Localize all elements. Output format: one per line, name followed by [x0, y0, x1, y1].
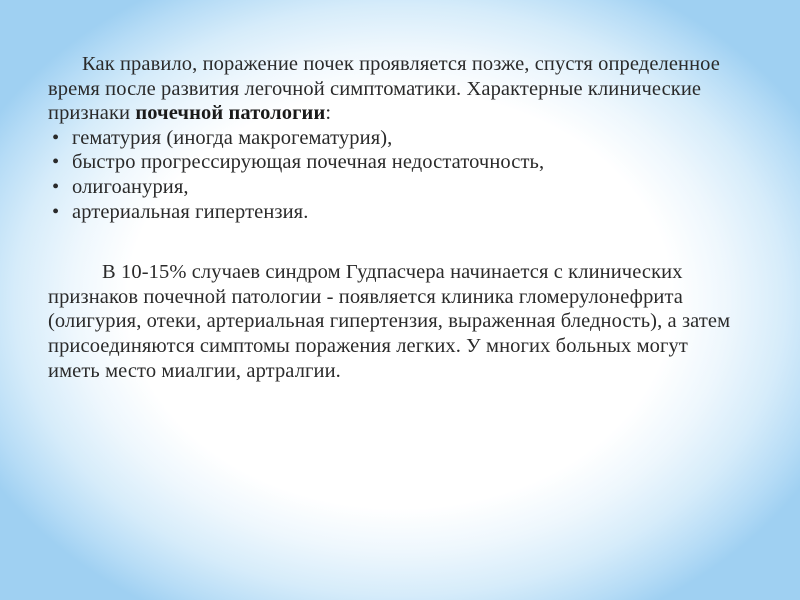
list-item-text: артериальная гипертензия. [72, 200, 309, 223]
renal-signs-list [48, 126, 738, 224]
list-item [48, 175, 738, 200]
list-item-text: быстро прогрессирующая почечная недостаточность, [72, 151, 545, 174]
bullet-icon: • [52, 200, 60, 223]
list-item [48, 200, 738, 225]
bullet-icon: • [52, 151, 60, 174]
list-item-text: гематурия (иногда макрогематурия), [72, 126, 393, 149]
renal-pathology-emphasis: почечной патологии [135, 102, 326, 125]
bullet-icon: • [52, 126, 60, 149]
bullet-icon: • [52, 175, 60, 198]
paragraph-spacer [48, 224, 738, 260]
list-item [48, 126, 738, 151]
second-paragraph: В 10-15% случаев синдром Гудпасчера начинается с клинических признаков почечной патологии - появляется клиника гломерулонефрита (олигурия, отеки, артериальная гипертензия, выраженная бледность), а затем присоединяются симптомы поражения легких. У многих больных могут иметь место миалгии, артралгии. [48, 261, 731, 382]
intro-colon: : [325, 102, 332, 125]
list-item-text: олигоанурия, [72, 175, 189, 198]
intro-text: Как правило, поражение почек проявляется позже, спустя определенное время после развития легочной симптоматики. Характерные клинические признаки [48, 53, 720, 125]
list-item [48, 150, 738, 175]
intro-paragraph [48, 52, 738, 126]
slide-content [48, 52, 738, 383]
